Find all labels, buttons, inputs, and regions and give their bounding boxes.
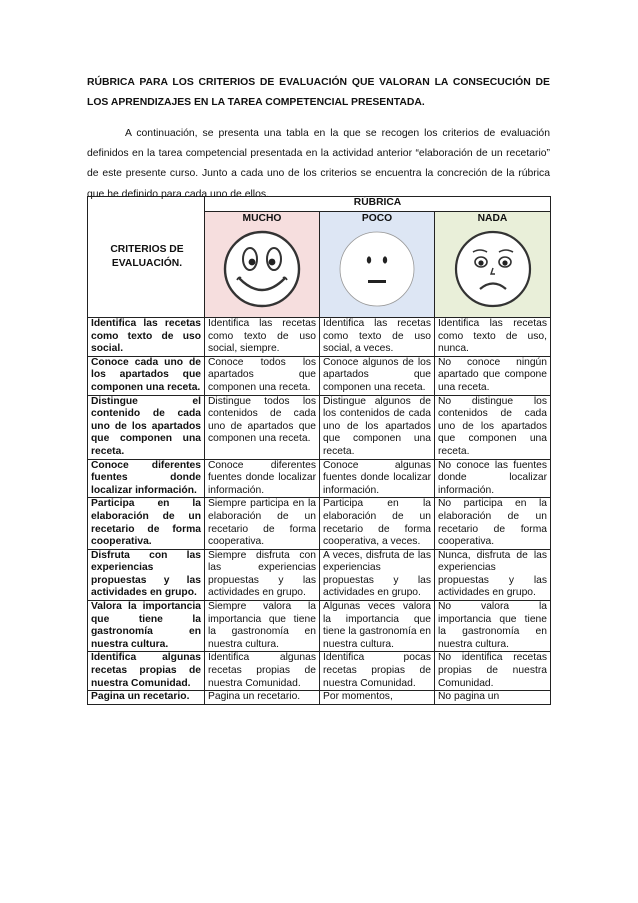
poco-cell: Distingue algunos de los contenidos de cada uno de los apartados que componen una receta. [320, 395, 435, 459]
rubric-row [88, 356, 551, 395]
mucho-cell: Conoce todos los apartados que componen una receta. [205, 356, 320, 395]
rubric-row [88, 601, 551, 652]
sad-face-icon [450, 226, 536, 312]
rubric-table [87, 196, 551, 705]
poco-cell: Algunas veces valora la importancia que tiene la gastronomía en nuestra cultura. [320, 601, 435, 652]
poco-cell: Conoce algunas fuentes donde localizar información. [320, 459, 435, 498]
criterion-cell: Identifica las recetas como texto de uso social. [88, 318, 205, 357]
nada-cell: No participa en la elaboración de un recetario de forma cooperativa. [435, 498, 551, 549]
mucho-cell: Identifica algunas recetas propias de nuestra Comunidad. [205, 652, 320, 691]
poco-cell: Identifica pocas recetas propias de nuestra Comunidad. [320, 652, 435, 691]
level-nada-header [435, 212, 551, 318]
level-poco-header [320, 212, 435, 318]
nada-cell: No distingue los contenidos de cada uno de los apartados que componen una receta. [435, 395, 551, 459]
poco-cell: Identifica las recetas como texto de uso social, a veces. [320, 318, 435, 357]
level-mucho-header [205, 212, 320, 318]
neutral-face-icon [334, 226, 420, 312]
mucho-cell: Conoce diferentes fuentes donde localizar información. [205, 459, 320, 498]
level-label: NADA [477, 213, 508, 225]
poco-cell: Conoce algunos de los apartados que componen una receta. [320, 356, 435, 395]
level-label: MUCHO [242, 213, 282, 225]
criterion-cell: Conoce diferentes fuentes donde localizar información. [88, 459, 205, 498]
mucho-cell: Siempre participa en la elaboración de un recetario de forma cooperativa. [205, 498, 320, 549]
happy-face-icon [219, 226, 305, 312]
criteria-header-label: CRITERIOS DE EVALUACIÓN. [110, 244, 184, 269]
poco-cell: A veces, disfruta de las experiencias propuestas y las actividades en grupo. [320, 549, 435, 600]
criterion-cell: Disfruta con las experiencias propuestas y las actividades en grupo. [88, 549, 205, 600]
rubric-header: RÚBRICA [205, 197, 551, 212]
criterion-cell: Participa en la elaboración de un recetario de forma cooperativa. [88, 498, 205, 549]
rubric-row [88, 691, 551, 705]
rubric-body [88, 318, 551, 705]
intro-paragraph: A continuación, se presenta una tabla en la que se recogen los criterios de evaluación definidos en la tarea competencial presentada en la actividad anterior “elaboración de un recetario” de este presente curso. Junto a cada uno de los criterios se encuentra la concreción de la rúbrica que he definido para cada uno de ellos. [87, 128, 550, 200]
rubric-row [88, 652, 551, 691]
rubric-row [88, 498, 551, 549]
criteria-header-cell [88, 197, 205, 318]
rubric-row [88, 549, 551, 600]
rubric-row [88, 459, 551, 498]
criterion-cell: Pagina un recetario. [88, 691, 205, 705]
mucho-cell: Siempre disfruta con las experiencias propuestas y las actividades en grupo. [205, 549, 320, 600]
nada-cell: No conoce las fuentes donde localizar información. [435, 459, 551, 498]
document-heading: RÚBRICA PARA LOS CRITERIOS DE EVALUACIÓN QUE VALORAN LA CONSECUCIÓN DE LOS APRENDIZAJES EN LA TAREA COMPETENCIAL PRESENTADA. [87, 77, 550, 108]
nada-cell: Nunca, disfruta de las experiencias propuestas y las actividades en grupo. [435, 549, 551, 600]
mucho-cell: Pagina un recetario. [205, 691, 320, 705]
criterion-cell: Distingue el contenido de cada uno de los apartados que componen una receta. [88, 395, 205, 459]
rubric-row [88, 395, 551, 459]
mucho-cell: Siempre valora la importancia que tiene la gastronomía en nuestra cultura. [205, 601, 320, 652]
nada-cell: Identifica las recetas como texto de uso, nunca. [435, 318, 551, 357]
poco-cell: Por momentos, [320, 691, 435, 705]
poco-cell: Participa en la elaboración de un recetario de forma cooperativa, a veces. [320, 498, 435, 549]
level-label: POCO [361, 213, 393, 225]
nada-cell: No valora la importancia que tiene la gastronomía en nuestra cultura. [435, 601, 551, 652]
nada-cell: No conoce ningún apartado que compone una receta. [435, 356, 551, 395]
rubric-row [88, 318, 551, 357]
nada-cell: No identifica recetas propias de nuestra Comunidad. [435, 652, 551, 691]
mucho-cell: Identifica las recetas como texto de uso social, siempre. [205, 318, 320, 357]
criterion-cell: Valora la importancia que tiene la gastronomía en nuestra cultura. [88, 601, 205, 652]
criterion-cell: Conoce cada uno de los apartados que componen una receta. [88, 356, 205, 395]
mucho-cell: Distingue todos los contenidos de cada uno de apartados que componen una receta. [205, 395, 320, 459]
criterion-cell: Identifica algunas recetas propias de nuestra Comunidad. [88, 652, 205, 691]
nada-cell: No pagina un [435, 691, 551, 705]
